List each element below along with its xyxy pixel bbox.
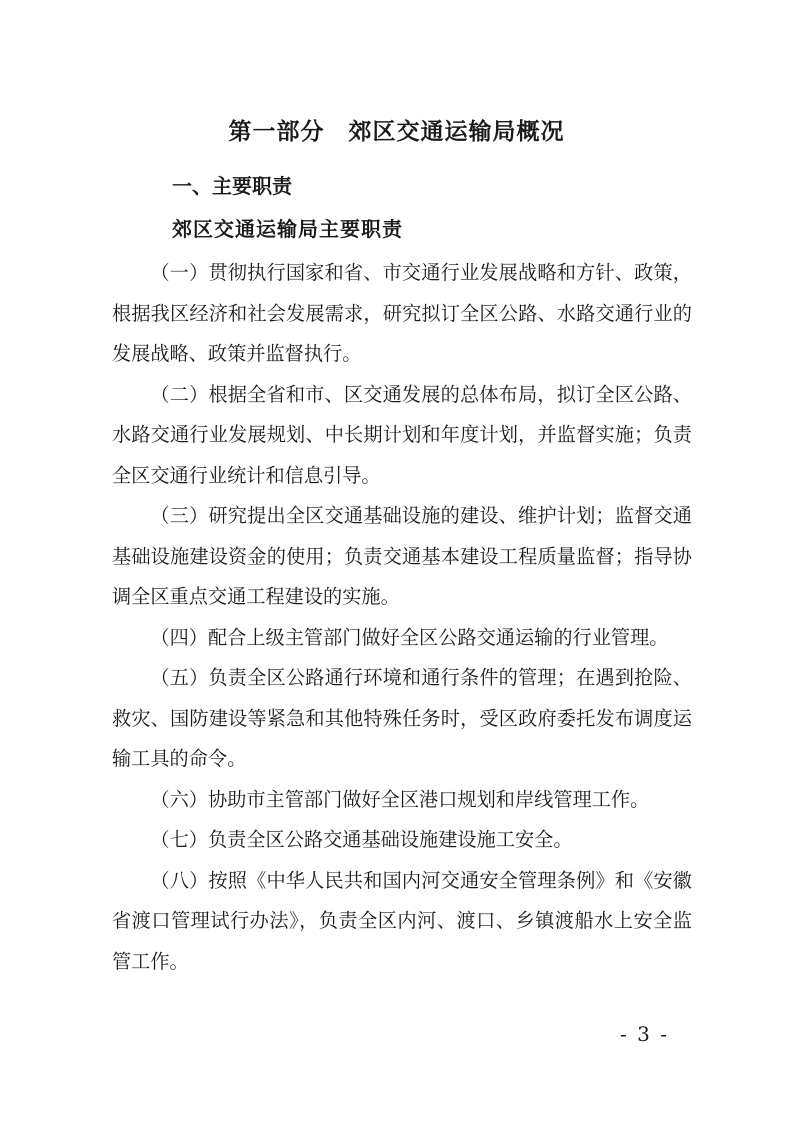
body-text (112, 253, 692, 982)
paragraph-6: （六）协助市主管部门做好全区港口规划和岸线管理工作。 (150, 787, 650, 811)
paragraph-2: （二）根据全省和市、区交通发展的总体布局，拟订全区公路、水路交通行业发展规划、中长期计划和年度计划，并监督实施；负责全区交通行业统计和信息引导。 (112, 382, 692, 487)
paragraph-5: （五）负责全区公路通行环境和通行条件的管理；在遇到抢险、救灾、国防建设等紧急和其他特殊任务时，受区政府委托发布调度运输工具的命令。 (112, 666, 692, 770)
paragraph-1: （一）贯彻执行国家和省、市交通行业发展战略和方针、政策，根据我区经济和社会发展需求，研究拟订全区公路、水路交通行业的发展战略、政策并监督执行。 (112, 261, 692, 365)
paragraph-4: （四）配合上级主管部门做好全区公路交通运输的行业管理。 (150, 625, 669, 649)
section-heading: 一、主要职责 (172, 174, 292, 198)
paragraph-7: （七）负责全区公路交通基础设施建设施工安全。 (150, 828, 573, 851)
sub-heading: 郊区交通运输局主要职责 (172, 217, 403, 241)
page-title: 第一部分 郊区交通运输局概况 (228, 119, 565, 145)
page-number: - 3 - (620, 1022, 669, 1046)
paragraph-8: （八）按照《中华人民共和国内河交通安全管理条例》和《安徽省渡口管理试行办法》，负责全区内河、渡口、乡镇渡船水上安全监管工作。 (112, 868, 692, 973)
paragraph-3: （三）研究提出全区交通基础设施的建设、维护计划；监督交通基础设施建设资金的使用；负责交通基本建设工程质量监督；指导协调全区重点交通工程建设的实施。 (112, 504, 692, 608)
